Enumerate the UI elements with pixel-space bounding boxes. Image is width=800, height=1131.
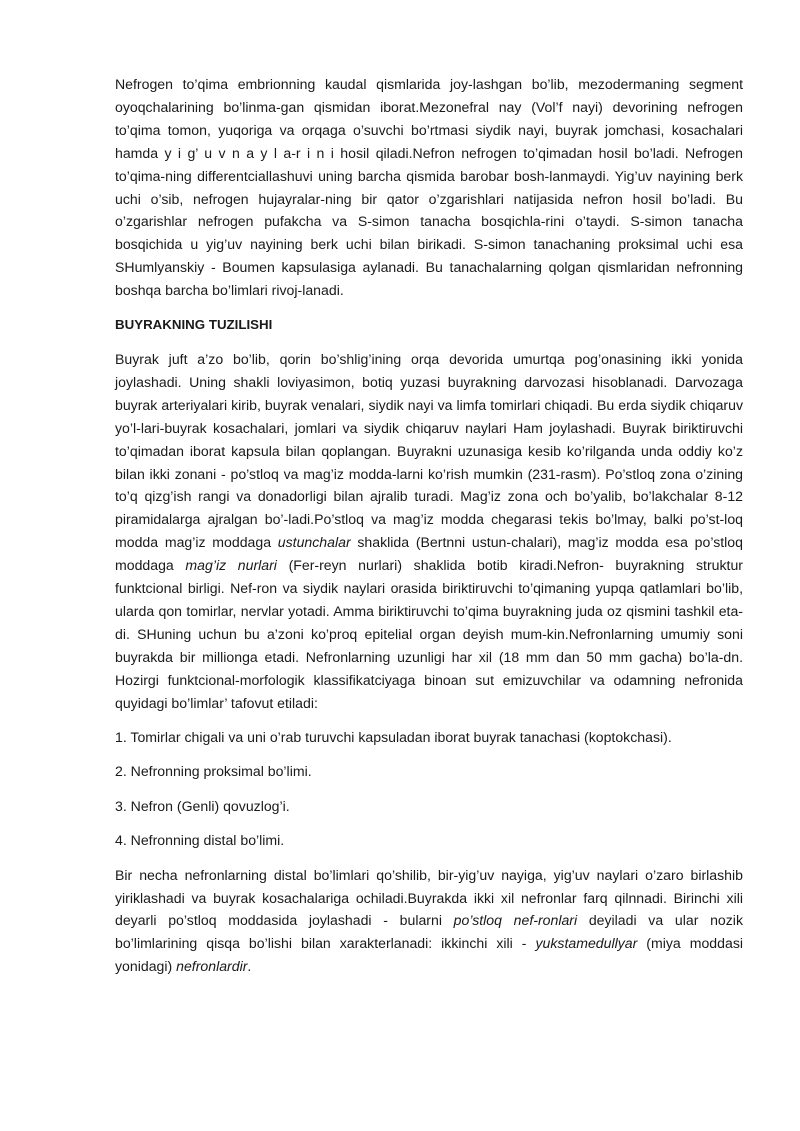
paragraph-text: Bir necha nefronlarning distal bo’limlari qo’shilib, bir-yig’uv nayiga, yig’uv naylari o’zaro birlashib yiriklashadi va buyrak kosachalariga ochiladi.Buyrakda ikki xil nefronlar farq qilnnadi. Birinchi xili deyarli po’stloq moddasida joylashadi - bularni — [115, 866, 743, 929]
paragraph-text: shaklida (Bertnni ustun-chalari), mag’iz modda esa po’stloq moddaga — [115, 534, 743, 574]
paragraph-text: . — [247, 958, 252, 975]
paragraph-text: Buyrak juft a’zo bo’lib, qorin bo’shlig’ining orqa devorida umurtqa pog’onasining ikki yonida joylashadi. Uning shakli loviyasimon, botiq yuzasi buyrakning darvozasi hisoblanadi. Darvozaga buyrak arteriyalari kirib, buyrak venalari, siydik nayi va limfa tomirlari chiqadi. Bu erda siydik chiqaruv yo’l-lari-buyrak kosachalari, jomlari va siydik chiqaruv naylari Ham joylashadi. Buyrak biriktiruvchi to’qimadan iborat kapsula bilan qoplangan. Buyrakni uzunasiga kesib ko’rilganda unda oddiy ko’z bilan ikki zonani - po’stloq va mag’iz modda-larni ko’rish mumkin (231-rasm). Po’stloq zona o’zining to’q qizg’ish rangi va donadorligi bilan ajralib turadi. Mag’iz zona och bo’yalib, bo’lakchalar 8-12 piramidalarga ajralgan bo’-ladi.Po’stloq va mag’iz modda chegarasi tekis bo’lmay, balki po’st-loq modda mag’iz moddaga — [115, 350, 743, 551]
paragraph-text: (miya moddasi yonidagi) — [115, 935, 743, 975]
list-item: 3. Nefron (Genli) qovuzlog’i. — [115, 797, 290, 814]
document-page — [115, 73, 743, 990]
paragraph-nephron-types — [115, 864, 743, 979]
italic-term: po’stloq nef-ronlari — [453, 912, 578, 929]
section-heading: BUYRAKNING TUZILISHI — [115, 316, 273, 332]
list-item: 2. Nefronning proksimal bo’limi. — [115, 763, 312, 780]
italic-term: mag’iz nurlari — [185, 557, 277, 574]
paragraph-text: (Fer-reyn nurlari) shaklida botib kiradi.Nefron- buyrakning struktur funktcional birligi. Nef-ron va siydik naylari orasida biriktiruvchi to’qimaning yupqa qatlamlari bo’lib, ularda qon tomirlar, nervlar yotadi. Amma biriktiruvchi to’qima buyrakning juda oz qismini tashkil eta-di. SHuning uchun bu a’zoni ko’proq epitelial organ deyish mum-kin.Nefronlarning umumiy soni buyrakda bir millionga etadi. Nefronlarning uzunligi har xil (18 mm dan 50 mm gacha) bo’la-dn. Hozirgi funktcional-morfologik klassifikatciyaga binoan sut emizuvchilar va odamning nefronida quyidagi bo’limlar’ tafovut etiladi: — [115, 557, 743, 711]
paragraph-kidney-structure — [115, 348, 743, 715]
italic-term: ustunchalar — [277, 534, 351, 551]
paragraph-embryology: Nefrogen to’qima embrionning kaudal qismlarida joy-lashgan bo’lib, mezodermaning segment oyoqchalarining bo’linma-gan qismidan iborat.Mezonefral nay (Vol’f nayi) devorining nefrogen to’qima tomon, yuqoriga va orqaga o’suvchi bo’rtmasi siydik nayi, buyrak jomchasi, kosachalari hamda y i g’ u v n a y l a-r i n i hosil qiladi.Nefron nefrogen to’qimadan hosil bo’ladi. Nefrogen to’qima-ning differentciallashuvi uning barcha qismida barobar bosh-lanmaydi. Yig’uv nayining berk uchi o’sib, nefrogen hujayralar-ning bir qator o’zgarishlari natijasida nefron hosil bo’ladi. Bu o’zgarishlar nefrogen pufakcha va S-simon tanacha bosqichla-rini o’taydi. S-simon tanacha bosqichida u yig’uv nayining berk uchi bilan birikadi. S-simon tanachaning proksimal uchi esa SHumlyanskiy - Boumen kapsulasiga aylanadi. Bu tanachalarning qolgan qismlaridan nefronning boshqa barcha bo’limlari rivoj-lanadi. — [115, 76, 743, 299]
list-item: 4. Nefronning distal bo’limi. — [115, 832, 285, 849]
italic-term: nefronlardir — [176, 958, 248, 975]
italic-term: yukstamedullyar — [535, 935, 638, 952]
list-item: 1. Tomirlar chigali va uni o’rab turuvchi kapsuladan iborat buyrak tanachasi (koptokchasi). — [115, 728, 672, 745]
paragraph-text: deyiladi va ular nozik bo’limlarining qisqa bo’lishi bilan xarakterlanadi: ikkinchi xili - — [115, 912, 743, 952]
